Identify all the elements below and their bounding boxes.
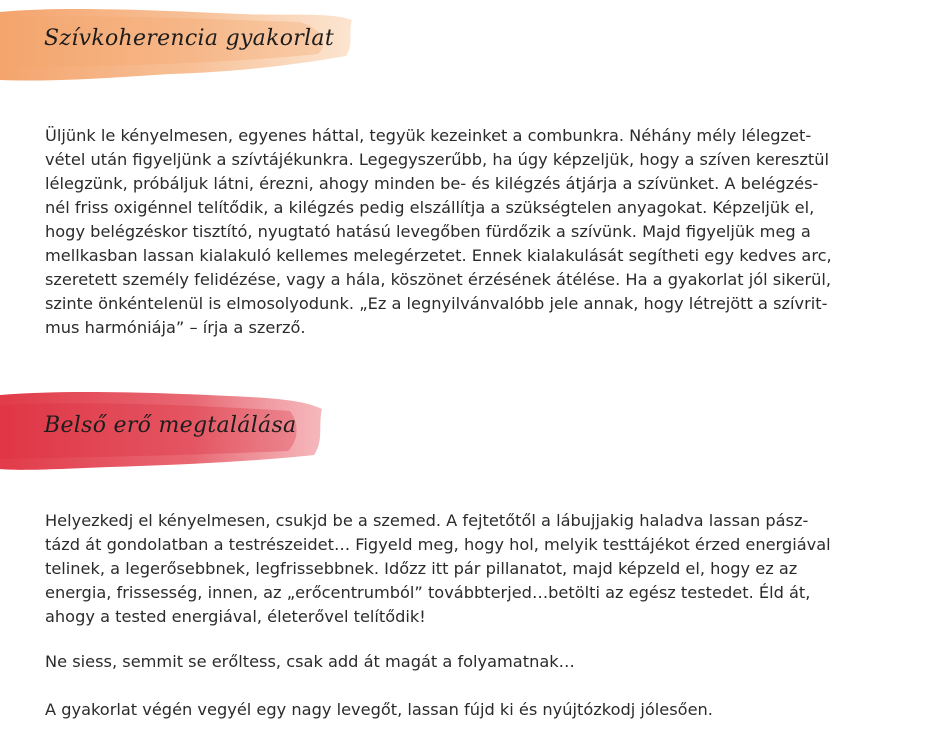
text-line: Üljünk le kényelmesen, egyenes háttal, tegyük kezeinket a combunkra. Néhány mély lélegzet-	[45, 126, 812, 145]
paragraph-ne-siess	[45, 650, 875, 674]
section-title: Belső erő megtalálása	[44, 413, 297, 438]
paragraph-gyakorlat-vegen	[45, 698, 875, 722]
section-banner-szivkoherencia	[0, 2, 360, 84]
paragraph-szivkoherencia	[45, 124, 875, 340]
text-line: vétel után figyeljünk a szívtájékunkra. Legegyszerűbb, ha úgy képzeljük, hogy a szíven keresztül	[45, 150, 829, 169]
text-line: Ne siess, semmit se erőltess, csak add át magát a folyamatnak…	[45, 652, 575, 671]
text-line: nél friss oxigénnel telítődik, a kilégzés pedig elszállítja a szükségtelen anyagokat. Képzeljük el,	[45, 198, 815, 217]
text-line: szinte önkéntelenül is elmosolyodunk. „Ez a legnyilvánvalóbb jele annak, hogy létrejött a szívrit-	[45, 294, 828, 313]
text-line: lélegzünk, próbáljuk látni, érezni, ahogy minden be- és kilégzés átjárja a szívünket. A belégzés-	[45, 174, 819, 193]
section-title: Szívkoherencia gyakorlat	[44, 26, 334, 51]
text-line: energia, frissesség, innen, az „erőcentrumból” továbbterjed…betölti az egész testedet. Éld át,	[45, 583, 811, 602]
paragraph-belso-ero	[45, 509, 875, 629]
text-line: Helyezkedj el kényelmesen, csukjd be a szemed. A fejtetőtől a lábujjakig haladva lassan pász-	[45, 511, 809, 530]
text-line: mus harmóniája” – írja a szerző.	[45, 318, 306, 337]
text-line: telinek, a legerősebbnek, legfrissebbnek. Időzz itt pár pillanatot, majd képzeld el, hogy ez az	[45, 559, 798, 578]
text-line: hogy belégzéskor tisztító, nyugtató hatású levegőben fürdőzik a szívünk. Majd figyeljük meg a	[45, 222, 811, 241]
text-line: mellkasban lassan kialakuló kellemes melegérzetet. Ennek kialakulását segítheti egy kedves arc,	[45, 246, 832, 265]
text-line: A gyakorlat végén vegyél egy nagy levegőt, lassan fújd ki és nyújtózkodj jólesően.	[45, 700, 713, 719]
text-line: ahogy a tested energiával, életerővel telítődik!	[45, 607, 426, 626]
text-line: szeretett személy felidézése, vagy a hála, köszönet érzésének átélése. Ha a gyakorlat jól sikerül,	[45, 270, 832, 289]
text-line: tázd át gondolatban a testrészeidet… Figyeld meg, hogy hol, melyik testtájékot érzed energiával	[45, 535, 831, 554]
section-banner-belso-ero	[0, 385, 330, 473]
